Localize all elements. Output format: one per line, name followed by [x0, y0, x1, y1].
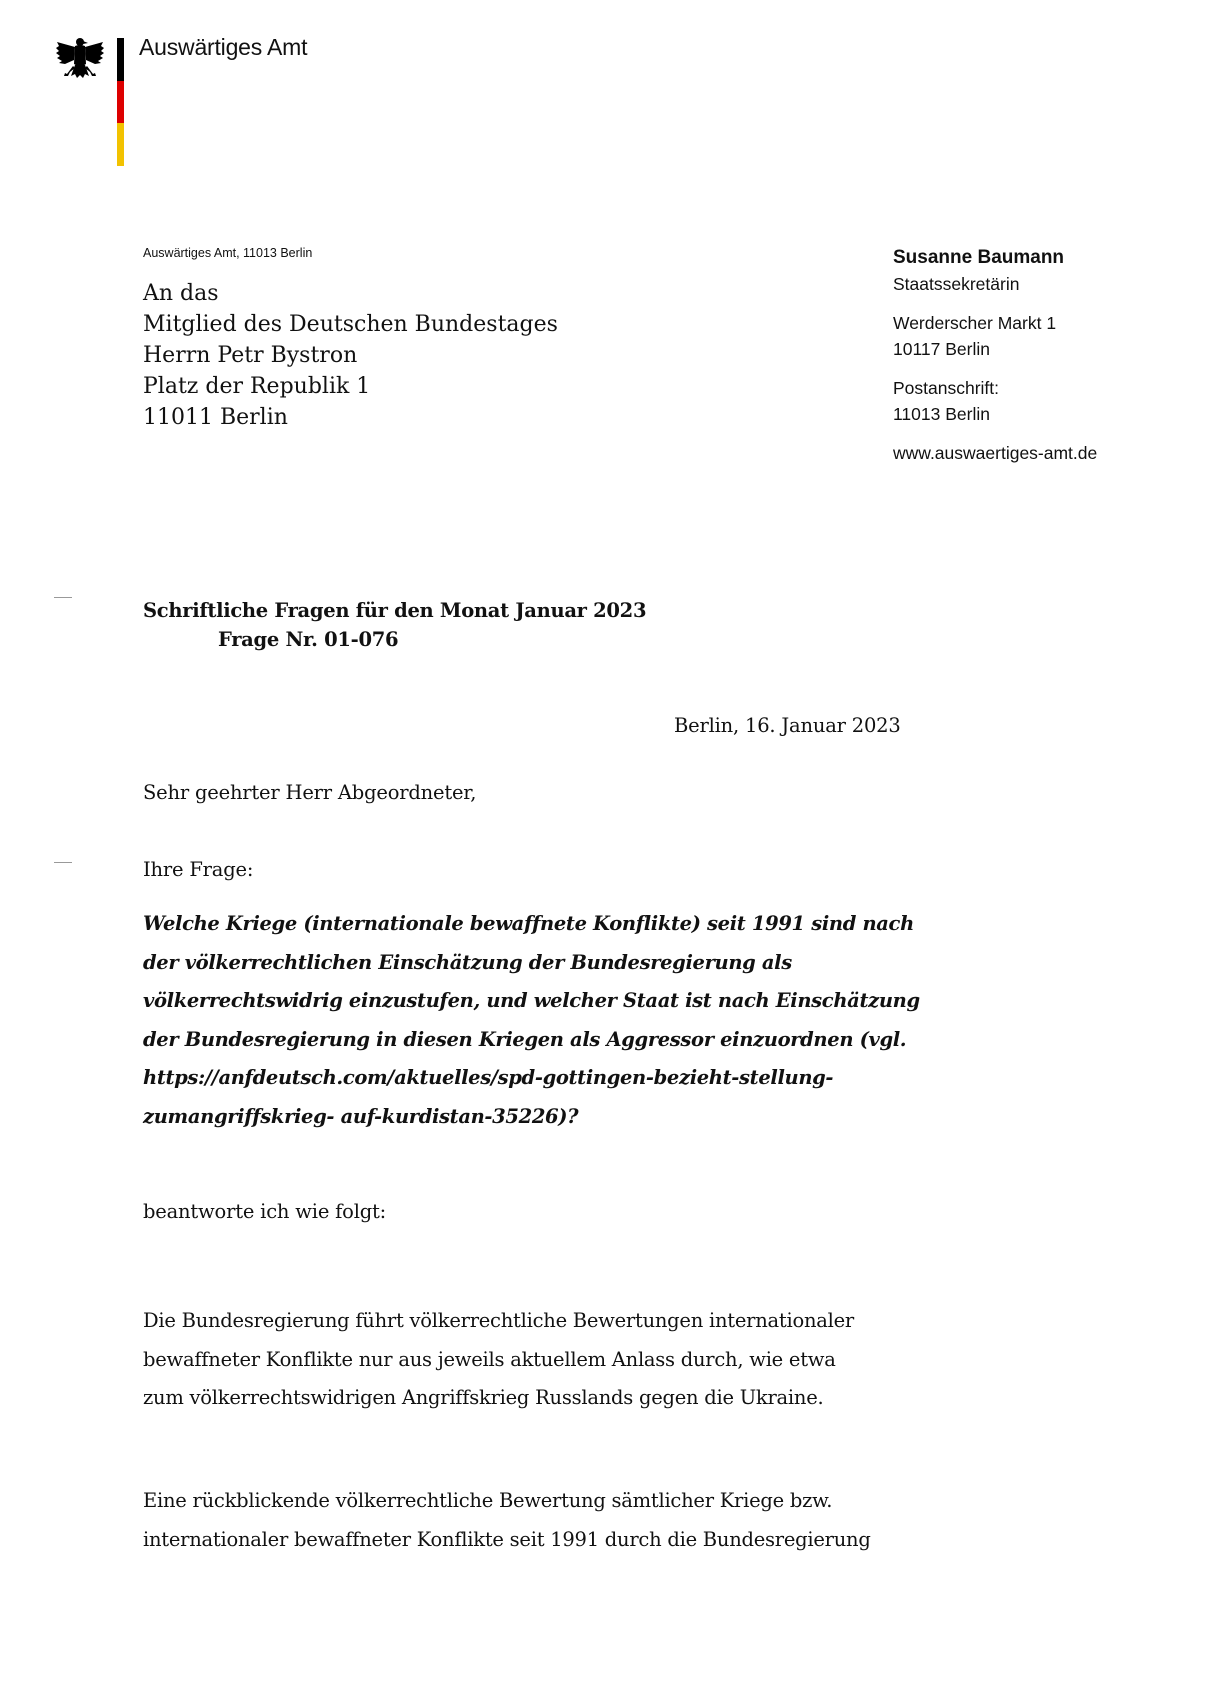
question-label: Ihre Frage:: [143, 858, 254, 881]
fold-mark: [54, 862, 72, 863]
recipient-address: [143, 278, 558, 433]
fold-mark: [54, 597, 72, 598]
paragraph-line: bewaffneter Konflikte nur aus jeweils aktuellem Anlass durch, wie etwa: [143, 1347, 836, 1371]
sender-title: Staatssekretärin: [893, 274, 1020, 294]
german-flag-bar: [117, 38, 124, 166]
answer-intro: beantworte ich wie folgt:: [143, 1200, 387, 1223]
question-line: völkerrechtswidrig einzustufen, und welcher Staat ist nach Einschätzung: [143, 989, 920, 1013]
sender-info-block: [893, 245, 1213, 466]
recipient-line: Platz der Republik 1: [143, 374, 371, 399]
sender-city: 10117 Berlin: [893, 339, 990, 359]
question-line: zumangriffskrieg- auf-kurdistan-35226)?: [143, 1104, 579, 1128]
flag-red-stripe: [117, 81, 124, 123]
sender-name: Susanne Baumann: [893, 247, 1065, 268]
salutation: Sehr geehrter Herr Abgeordneter,: [143, 781, 477, 804]
website-link[interactable]: www.auswaertiges-amt.de: [893, 443, 1098, 463]
question-line: Welche Kriege (internationale bewaffnete Konflikte) seit 1991 sind nach: [143, 912, 914, 935]
letter-date: Berlin, 16. Januar 2023: [674, 714, 901, 737]
postal-label: Postanschrift:: [893, 378, 1000, 398]
question-text: [143, 905, 920, 1137]
recipient-line: Mitglied des Deutschen Bundestages: [143, 312, 558, 337]
paragraph-line: Eine rückblickende völkerrechtliche Bewertung sämtlicher Kriege bzw.: [143, 1489, 833, 1512]
sender-return-line: Auswärtiges Amt, 11013 Berlin: [143, 246, 313, 260]
question-number: Frage Nr. 01-076: [218, 628, 399, 651]
ministry-name: Auswärtiges Amt: [139, 34, 308, 60]
paragraph-line: zum völkerrechtswidrigen Angriffskrieg Russlands gegen die Ukraine.: [143, 1386, 824, 1410]
answer-paragraph: [143, 1482, 871, 1559]
postal-city: 11013 Berlin: [893, 404, 990, 424]
subject-line: Schriftliche Fragen für den Monat Januar 2023: [143, 599, 647, 622]
recipient-line: Herrn Petr Bystron: [143, 343, 358, 368]
question-line: der Bundesregierung in diesen Kriegen als Aggressor einzuordnen (vgl.: [143, 1027, 907, 1051]
paragraph-line: internationaler bewaffneter Konflikte seit 1991 durch die Bundesregierung: [143, 1527, 871, 1551]
subject-block: [143, 596, 646, 654]
recipient-line: An das: [143, 281, 219, 306]
question-line: der völkerrechtlichen Einschätzung der Bundesregierung als: [143, 950, 792, 974]
sender-street: Werderscher Markt 1: [893, 313, 1057, 333]
paragraph-line: Die Bundesregierung führt völkerrechtliche Bewertungen internationaler: [143, 1309, 854, 1332]
question-line: https://anfdeutsch.com/aktuelles/spd-gottingen-bezieht-stellung-: [143, 1066, 834, 1090]
flag-gold-stripe: [117, 123, 124, 166]
federal-eagle-icon: [55, 36, 105, 84]
flag-black-stripe: [117, 38, 124, 81]
answer-paragraph: [143, 1302, 854, 1418]
recipient-line: 11011 Berlin: [143, 405, 288, 430]
